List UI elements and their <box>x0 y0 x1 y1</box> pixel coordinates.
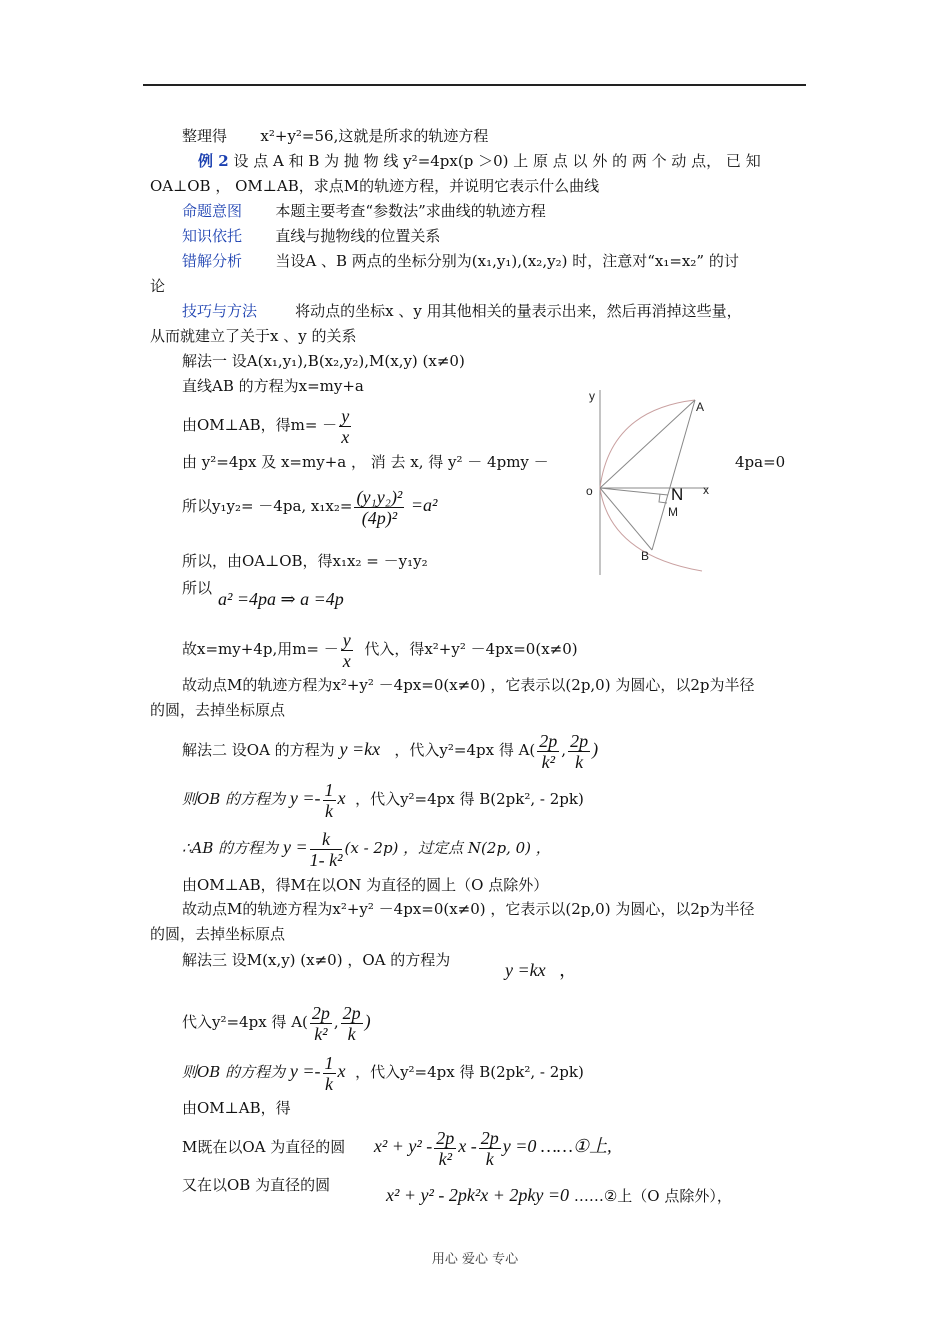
sol2-line-5: 故动点M的轨迹方程为x²+y² －4px=0(x≠0) ，它表示以(2p,0) 为圆心，以2p为半径 <box>182 900 755 918</box>
skill-line-2: 从而就建立了关于x 、y 的关系 <box>150 327 357 345</box>
sol2-line-1: 解法二 设OA 的方程为 y =kx ，代入y²=4px 得 A( $\frac{2p}{\text{k²}}$ , $\frac{2p}{k}$ ) <box>182 730 599 772</box>
segment-om <box>600 488 668 495</box>
example-line-1: 例 2 设 点 A 和 B 为 抛 物 线 y²=4px(p ＞0) 上 原 点 以 外 的 两 个 动 点， 已 知 <box>198 152 761 170</box>
sol3-eq-oa: y =kx ， <box>505 960 578 980</box>
sol1-line-10: 的圆，去掉坐标原点 <box>150 701 286 719</box>
error-label: 错解分析 <box>182 252 243 270</box>
sol1-eq-a: a² =4pa ⇒ a =4p <box>218 589 344 609</box>
basis-line: 知识依托 直线与抛物线的位置关系 <box>182 227 441 245</box>
sol2-line-2: 则OB 的方程为 y =- $\frac{1}{k}$ x ，代入y²=4px 得 B(2pk², - 2pk) <box>182 779 584 821</box>
sol1-line-4: 由 y²=4px 及 x=my+a ， 消 去 x, 得 y² － 4pmy － <box>182 453 549 471</box>
fraction-y-over-x: $\frac{y}{x}$ <box>341 405 350 447</box>
sol1-line-6: 所以，由OA⊥OB，得x₁x₂ = －y₁y₂ <box>182 552 428 570</box>
sol3-line-6: 又在以OB 为直径的圆 <box>182 1176 331 1194</box>
sol1-line-4-tail: 4pa=0 <box>735 453 786 471</box>
fraction-y-over-x-2: $\frac{y}{x}$ <box>342 629 351 671</box>
header-rule <box>143 84 806 86</box>
sol2-line-3: ∴AB 的方程为 y = $\frac{k}{\text{1- k²}}$ (x - 2p) ，过定点 N(2p, 0) ， <box>182 828 551 870</box>
skill-label: 技巧与方法 <box>182 302 258 320</box>
sol3-line-4: 由OM⊥AB，得 <box>182 1099 291 1117</box>
point-m-label: M <box>668 505 678 519</box>
sol1-line-5: 所以y₁y₂= －4pa, x₁x₂= $\frac{\text{(y₁y₂)²}}{\text{(4p)²}}$ =a² <box>182 486 438 528</box>
sol1-line-1: 解法一 设A(x₁,y₁),B(x₂,y₂),M(x,y) (x≠0) <box>182 352 465 370</box>
example-tag: 例 2 <box>198 152 229 170</box>
origin-label: o <box>586 484 593 498</box>
y-axis-label: y <box>589 389 595 403</box>
sol3-line-2: 代入y²=4px 得 A( $\frac{2p}{\text{k²}}$ , $\frac{2p}{k}$ ) <box>182 1002 371 1044</box>
sol2-line-4: 由OM⊥AB，得M在以ON 为直径的圆上（O 点除外） <box>182 876 549 894</box>
sol3-line-5: M既在以OA 为直径的圆 x² + y² - $\frac{2p}{\text{k²}}$ x - $\frac{2p}{k}$ y =0 ……①上, <box>182 1127 612 1169</box>
point-n-label: N <box>671 485 684 504</box>
error-line-2: 论 <box>150 277 166 295</box>
segment-ob <box>600 488 652 550</box>
sol1-line-2: 直线AB 的方程为x=my+a <box>182 377 364 395</box>
segment-ab <box>652 400 695 550</box>
x-axis-label: x <box>703 483 709 497</box>
point-a-label: A <box>696 400 705 414</box>
intent-line: 命题意图 本题主要考查“参数法”求曲线的轨迹方程 <box>182 202 546 220</box>
intent-label: 命题意图 <box>182 202 243 220</box>
sol3-line-3: 则OB 的方程为 y =- $\frac{1}{k}$ x ，代入y²=4px 得 B(2pk², - 2pk) <box>182 1052 584 1094</box>
sol3-line-6-eq: x² + y² - 2pk²x + 2pky =0 ……②上（O 点除外）， <box>386 1185 732 1205</box>
parabola-lower <box>600 488 702 571</box>
example-line-2: OA⊥OB ， OM⊥AB，求点M的轨迹方程，并说明它表示什么曲线 <box>150 177 600 195</box>
sol2-line-6: 的圆，去掉坐标原点 <box>150 925 286 943</box>
parabola-figure <box>580 385 730 580</box>
error-line: 错解分析 当设A 、B 两点的坐标分别为(x₁,y₁),(x₂,y₂) 时，注意对“x₁=x₂” 的讨 <box>182 252 739 270</box>
basis-label: 知识依托 <box>182 227 243 245</box>
sol1-line-8: 故x=my+4p,用m= － $\frac{y}{x}$ 代入，得x²+y² －4px=0(x≠0) <box>182 629 578 671</box>
sol1-line-3: 由OM⊥AB，得m= － $\frac{y}{x}$ <box>182 405 350 447</box>
sol3-line-1: 解法三 设M(x,y) (x≠0) ，OA 的方程为 <box>182 951 451 969</box>
page-footer: 用心 爱心 专心 <box>431 1252 519 1267</box>
sol1-line-9: 故动点M的轨迹方程为x²+y² －4px=0(x≠0) ，它表示以(2p,0) 为圆心，以2p为半径 <box>182 676 755 694</box>
fraction-y1y2-over-4p: $\frac{\text{(y₁y₂)²}}{\text{(4p)²}}$ <box>356 486 403 528</box>
point-b-label: B <box>641 549 650 563</box>
skill-line: 技巧与方法 将动点的坐标x 、y 用其他相关的量表示出来，然后再消掉这些量， <box>182 302 742 320</box>
line-result: 整理得 x²+y²=56,这就是所求的轨迹方程 <box>182 127 489 145</box>
sol1-line-7: 所以 <box>182 579 213 597</box>
